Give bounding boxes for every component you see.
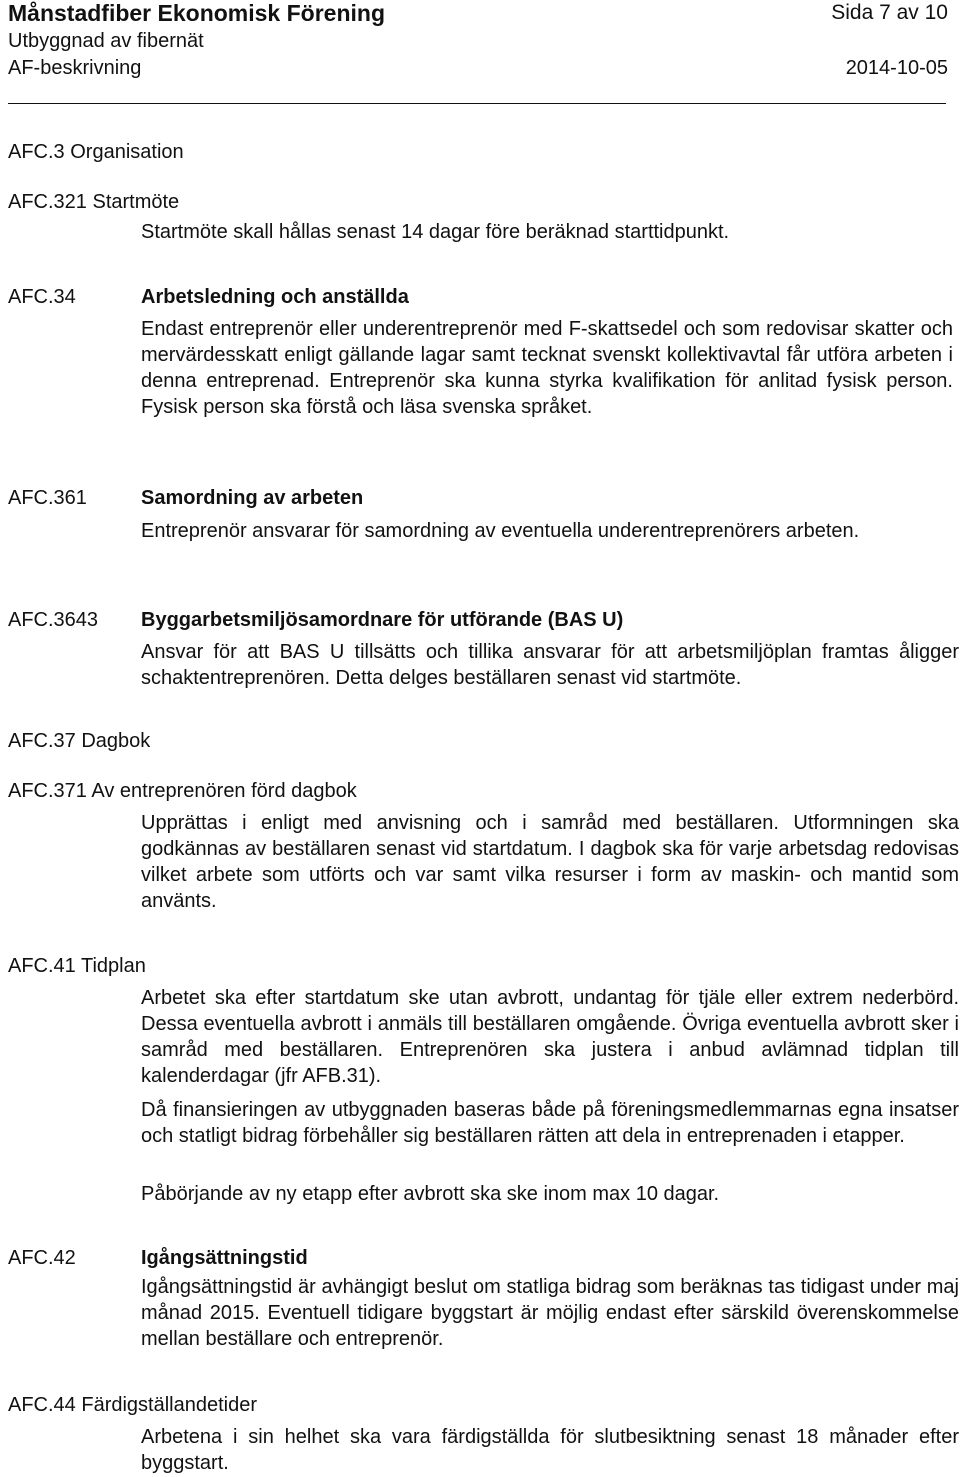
section-title-afc34: Arbetsledning och anställda bbox=[141, 286, 409, 308]
section-heading-afc41: AFC.41 Tidplan bbox=[8, 955, 146, 977]
section-body-afc41-para3: Påbörjande av ny etapp efter avbrott ska ske inom max 10 dagar. bbox=[141, 1183, 720, 1205]
section-heading-afc3: AFC.3 Organisation bbox=[8, 141, 184, 163]
section-body-afc41-para2: Då finansieringen av utbyggnaden baseras både på föreningsmedlemmarnas egna insatser och statligt bidrag förbehåller sig beställaren rätten att dela in entreprenaden i etapper. bbox=[141, 1099, 959, 1147]
header-document-row bbox=[8, 56, 948, 80]
section-title-afc42: Igångsättningstid bbox=[141, 1247, 308, 1269]
header-project-row bbox=[8, 29, 948, 53]
section-heading-afc371: AFC.371 Av entreprenören förd dagbok bbox=[8, 780, 357, 802]
section-body-afc44: Arbetena i sin helhet ska vara färdigställda för slutbesiktning senast 18 månader efter byggstart. bbox=[141, 1426, 959, 1474]
header-divider bbox=[8, 103, 946, 104]
section-title-afc3643: Byggarbetsmiljösamordnare för utförande (BAS U) bbox=[141, 609, 624, 631]
section-code-afc34: AFC.34 bbox=[8, 286, 76, 308]
project-name: Utbyggnad av fibernät bbox=[8, 30, 204, 52]
section-body-afc371: Upprättas i enligt med anvisning och i samråd med beställaren. Utformningen ska godkännas av beställaren senast vid startdatum. I dagbok ska för varje arbetsdag redovisas vilket arbete som utförts och var samt vilka resurser i form av maskin- och mantid som använts. bbox=[141, 812, 959, 912]
section-heading-afc321: AFC.321 Startmöte bbox=[8, 191, 180, 213]
document-type: AF-beskrivning bbox=[8, 57, 142, 79]
section-title-afc361: Samordning av arbeten bbox=[141, 487, 364, 509]
section-body-afc41-para1: Arbetet ska efter startdatum ske utan avbrott, undantag för tjäle eller extrem nederbörd. Dessa eventuella avbrott i anmäls till beställaren omgående. Övriga eventuella avbrott sker i samråd med beställaren. Entreprenören ska justera i anbud avlämnad tidplan till kalenderdagar (jfr AFB.31). bbox=[141, 987, 959, 1087]
section-body-afc361: Entreprenör ansvarar för samordning av eventuella underentreprenörers arbeten. bbox=[141, 520, 860, 542]
section-code-afc42: AFC.42 bbox=[8, 1247, 76, 1269]
section-code-afc361: AFC.361 bbox=[8, 487, 87, 509]
section-heading-afc44: AFC.44 Färdigställandetider bbox=[8, 1394, 258, 1416]
section-body-afc34: Endast entreprenör eller underentreprenör med F-skattsedel och som redovisar skatter och mervärdesskatt enligt gällande lagar samt tecknat svenskt kollektivavtal får utföra arbeten i denna entreprenad. Entreprenör ska kunna styrka kvalifikation för anlitad fysisk person. Fysisk person ska förstå och läsa svenska språket. bbox=[141, 318, 953, 418]
section-code-afc3643: AFC.3643 bbox=[8, 609, 99, 631]
section-body-afc321: Startmöte skall hållas senast 14 dagar före beräknad starttidpunkt. bbox=[141, 221, 730, 243]
page-indicator: Sida 7 av 10 bbox=[831, 1, 948, 24]
section-body-afc3643: Ansvar för att BAS U tillsätts och tillika ansvarar för att arbetsmiljöplan framtas åligger schaktentreprenören. Detta delges beställaren senast vid startmöte. bbox=[141, 641, 959, 689]
document-date: 2014-10-05 bbox=[845, 57, 948, 79]
organization-name: Månstadfiber Ekonomisk Förening bbox=[8, 0, 385, 26]
section-body-afc42: Igångsättningstid är avhängigt beslut om statliga bidrag som beräknas tas tidigast under maj månad 2015. Eventuell tidigare byggstart är möjlig endast efter särskild överenskommelse mellan beställare och entreprenör. bbox=[141, 1276, 959, 1350]
section-heading-afc37: AFC.37 Dagbok bbox=[8, 730, 151, 752]
header-organization-row bbox=[8, 0, 948, 26]
